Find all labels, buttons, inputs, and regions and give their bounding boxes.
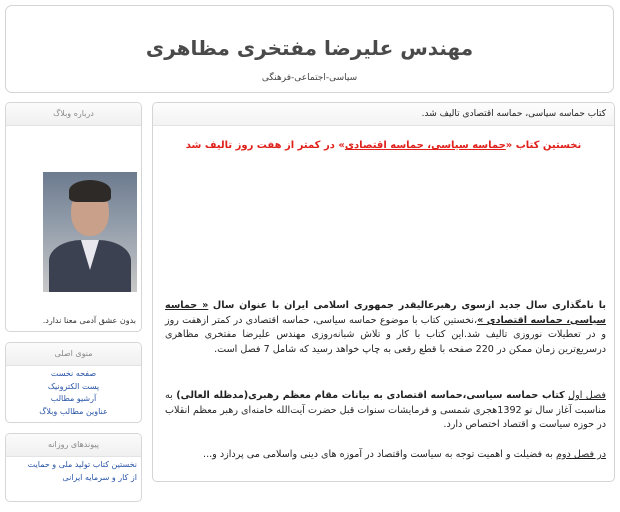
- post-paragraph-2: [159, 389, 610, 433]
- headline-before: نخستین کتاب «: [505, 140, 582, 151]
- blog-header: [5, 5, 614, 93]
- main-menu-title: منوی اصلی: [6, 343, 141, 366]
- p1-bold-link[interactable]: « حماسه سیاسی، حماسه اقتصادی »: [165, 300, 606, 326]
- p1-text: ،نخستین کتاب با موضوع حماسه سیاسی، حماسه اقتصادی در کمتر ازهفت روز و در تعطیلات نوروزی تالیف شد.این کتاب با کار و تلاش شبانه‌روزی مهندس علیرضا مفتخری مظاهری درسریع‌ترین زمان ممکن در 220 صفحه با قطع رقعی به چاپ خواهد رسید که شامل 7 فصل است.: [165, 314, 606, 355]
- menu-item-archive[interactable]: آرشیو مطالب: [50, 394, 97, 403]
- about-text: بدون عشق آدمی معنا ندارد.: [42, 316, 136, 325]
- p3-text: به فضیلت و اهمیت توجه به سیاست واقتصاد در آموزه های دینی واسلامی می پردازد و...: [203, 449, 553, 460]
- daily-links-title: پیوندهای روزانه: [6, 434, 141, 457]
- p3-label: در فصل دوم: [555, 449, 606, 460]
- post-paragraph-3: [159, 448, 610, 463]
- about-box: [5, 102, 142, 332]
- daily-links-list: [6, 457, 141, 501]
- menu-item-home[interactable]: صفحه نخست: [50, 369, 97, 378]
- p2-bold: کتاب حماسه سیاسی،حماسه اقتصادی به بیانات مقام معظم رهبری(مدظله العالی): [176, 390, 565, 401]
- daily-link-item[interactable]: از کار و سرمایه ایرانی: [62, 472, 137, 482]
- p2-text: به مناسبت آغاز سال نو 1392هجری شمسی و فرمایشات سنوات قبل حضرت آیت‌الله خامنه‌ای رهبر معظم انقلاب در حوزه سیاست و اقتصاد اختصاص دارد.: [165, 390, 606, 430]
- headline-after: » در کمتر از هفت روز تالیف شد: [185, 140, 345, 151]
- headline-link[interactable]: حماسه سیاسی، حماسه اقتصادی: [344, 140, 506, 151]
- avatar-hair: [69, 180, 111, 202]
- post-headline: [153, 140, 614, 151]
- sidebar: [5, 102, 142, 512]
- about-box-body: [6, 126, 141, 331]
- post-box: [152, 102, 615, 482]
- site-subtitle: سیاسی-اجتماعی-فرهنگی: [261, 73, 358, 83]
- menu-item-email[interactable]: پست الکترونیک: [47, 381, 100, 391]
- p2-label: فصل اول: [568, 390, 606, 401]
- author-photo: [43, 172, 137, 292]
- main-menu-box: [5, 342, 142, 423]
- post-title[interactable]: کتاب حماسه سیاسی، حماسه اقتصادی تالیف شد.: [153, 103, 614, 126]
- daily-link-item[interactable]: نخستین کتاب تولید ملی و حمایت: [27, 460, 137, 469]
- main-menu-list: [6, 366, 141, 422]
- daily-links-box: [5, 433, 142, 502]
- post-paragraph-1: [159, 299, 610, 357]
- about-box-title: درباره وبلاگ: [6, 103, 141, 126]
- site-title[interactable]: مهندس علیرضا مفتخری مظاهری: [145, 36, 474, 60]
- menu-item-post-titles[interactable]: عناوین مطالب وبلاگ: [39, 406, 108, 416]
- p1-bold-intro: با نامگذاری سال جدید ازسوی رهبرعالیقدر جمهوری اسلامی ایران با عنوان سال: [212, 300, 606, 311]
